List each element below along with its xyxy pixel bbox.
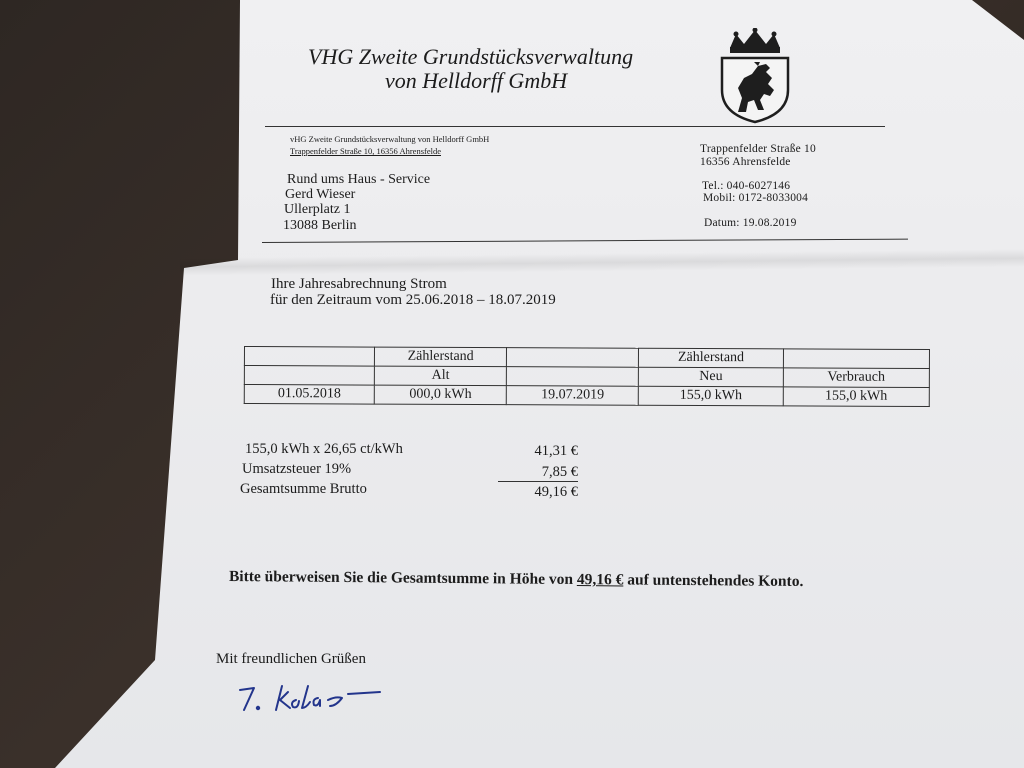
sum-underline	[498, 481, 578, 482]
header-cell: Zählerstand	[375, 347, 507, 367]
header-cell	[244, 366, 374, 386]
sender-mobil: Mobil: 0172-8033004	[703, 192, 809, 204]
calc-vat-amount: 7,85 €	[541, 464, 578, 480]
table-cell: 19.07.2019	[507, 386, 639, 406]
sender-line-address: Trappenfelder Straße 10, 16356 Ahrensfelde	[290, 146, 441, 156]
header-cell: Neu	[639, 367, 783, 387]
company-name-line2: von Helldorff GmbH	[385, 68, 568, 93]
meter-reading-table	[244, 346, 930, 407]
recipient-line2: Gerd Wieser	[285, 187, 356, 202]
address-divider	[262, 239, 908, 243]
header-cell: Zählerstand	[639, 348, 783, 368]
header-cell: Verbrauch	[783, 368, 929, 388]
table-cell: 155,0 kWh	[783, 387, 929, 407]
sender-tel: Tel.: 040-6027146	[702, 180, 791, 192]
signature	[232, 680, 392, 720]
header-cell	[507, 348, 639, 368]
header-cell: Alt	[374, 366, 506, 386]
coat-of-arms-icon	[708, 28, 802, 124]
payment-amount: 49,16 €	[576, 571, 624, 589]
header-cell	[244, 347, 374, 367]
calc-total-amount: 49,16 €	[534, 484, 578, 500]
subject-line2: für den Zeitraum vom 25.06.2018 – 18.07.2019	[270, 292, 556, 308]
table-cell: 155,0 kWh	[639, 386, 783, 406]
recipient-line3: Ullerplatz 1	[284, 202, 351, 217]
payment-notice	[229, 568, 804, 591]
recipient-line1: Rund ums Haus - Service	[287, 172, 431, 187]
payment-notice-before: Bitte überweisen Sie die Gesamtsumme in Höhe von	[228, 568, 574, 589]
calc-energy-label: 155,0 kWh x 26,65 ct/kWh	[245, 441, 403, 457]
calc-energy-amount: 41,31 €	[534, 443, 578, 459]
letterhead-divider	[265, 126, 885, 127]
sender-line-company: vHG Zweite Grundstücksverwaltung von Helldorff GmbH	[290, 134, 490, 144]
closing-greeting: Mit freundlichen Grüßen	[216, 651, 366, 667]
header-cell	[783, 349, 929, 369]
sender-city: 16356 Ahrensfelde	[700, 156, 791, 168]
table-cell: 01.05.2018	[244, 385, 374, 405]
header-cell	[507, 367, 639, 387]
calc-vat-label: Umsatzsteuer 19%	[242, 461, 352, 477]
sender-street: Trappenfelder Straße 10	[700, 143, 816, 155]
subject-line1: Ihre Jahresabrechnung Strom	[271, 276, 447, 292]
letter-date: Datum: 19.08.2019	[704, 217, 797, 229]
payment-notice-after: auf untenstehendes Konto.	[627, 571, 804, 591]
table-cell: 000,0 kWh	[374, 385, 506, 405]
recipient-line4: 13088 Berlin	[283, 218, 357, 233]
table-row	[244, 385, 929, 407]
company-name-line1: VHG Zweite Grundstücksverwaltung	[308, 44, 634, 69]
calc-total-label: Gesamtsumme Brutto	[240, 481, 367, 497]
